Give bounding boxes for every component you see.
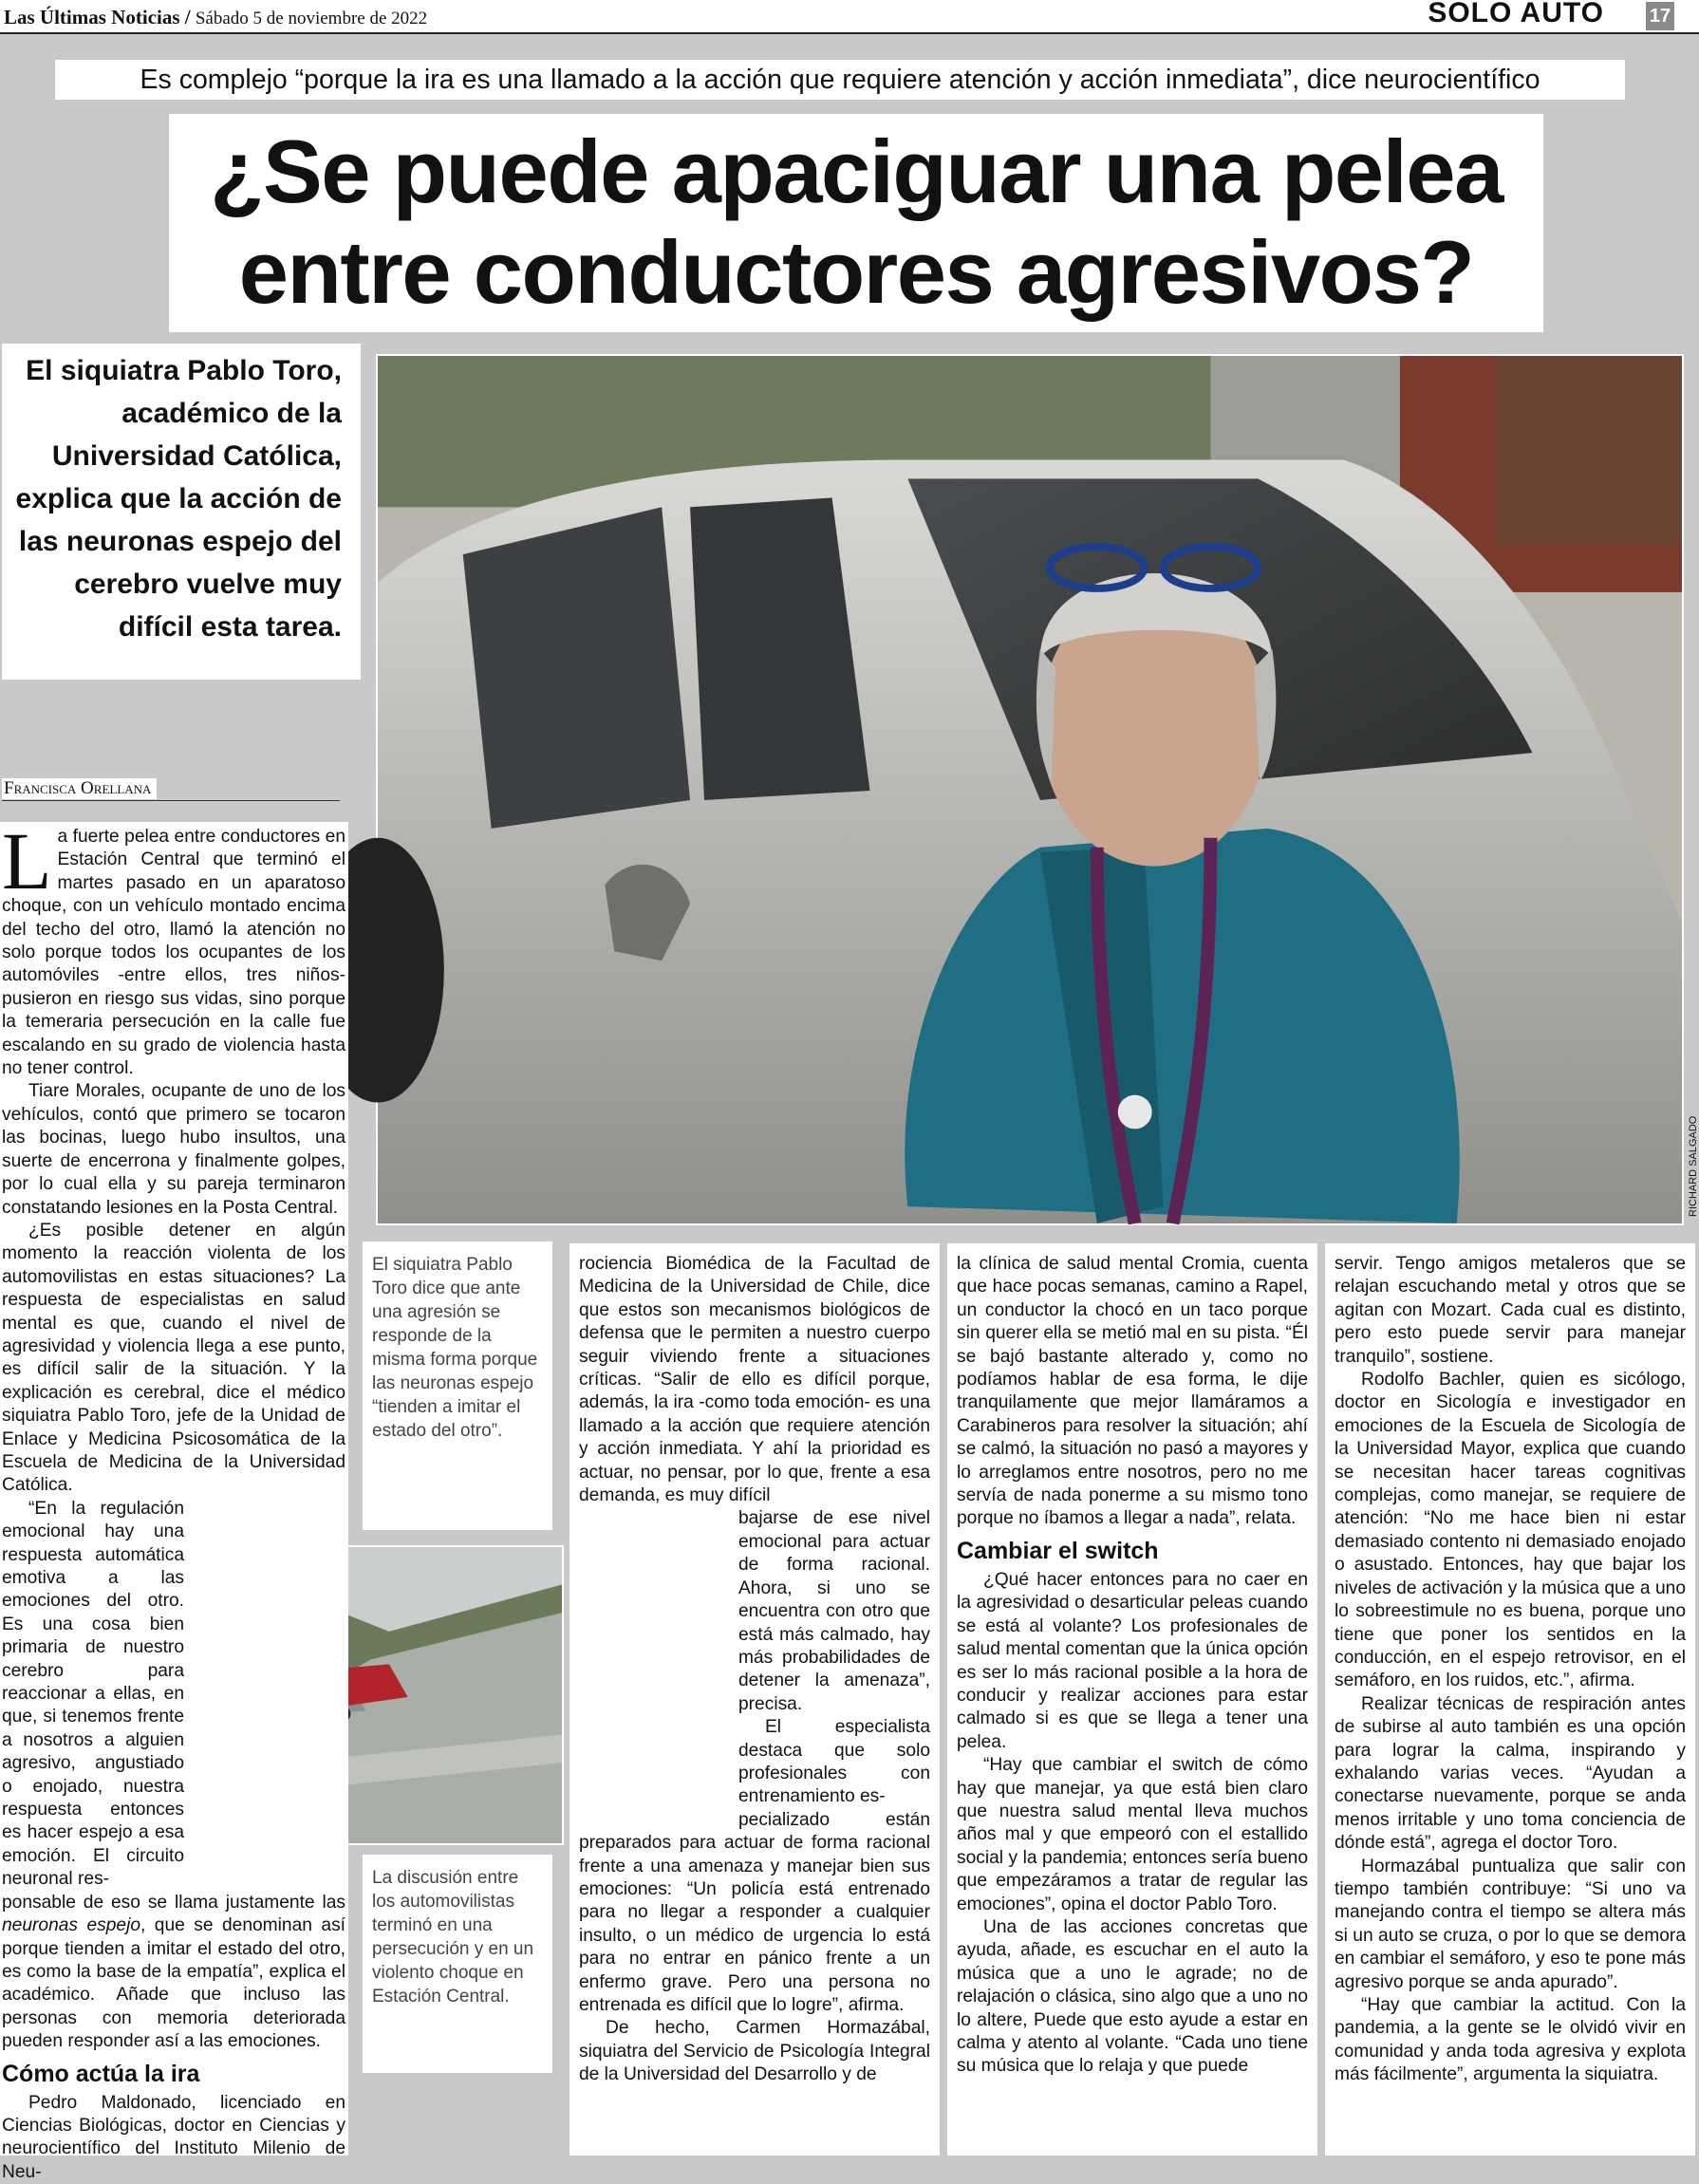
col3-paragraph-1: la clínica de salud mental Cromia, cuenta que hace pocas semanas, camino a Rapel, un conductor la chocó en un taco porque sin querer ella se metió mal en su pista. “Él se bajó bastante alterado y, como no podíamos hablar de esa forma, le dije tranquilamente que mejor llamáramos a Carabineros para resolver la situación; ahí se calmó, la situación no pasó a mayores y lo arreglamos entre nosotros, pero no me servía de nada ponerme a su mismo tono porque no íbamos a llegar a nada”, relata. [957, 1254, 1308, 1529]
newspaper-name: Las Últimas Noticias [4, 6, 180, 28]
headline [169, 114, 1543, 332]
col1-paragraph-4a: “En la regulación emocional hay una respuesta automática emotiva a las emociones del otro. Es una cosa bien primaria de nuestro cerebro para reaccionar a ellas, en que, si tenemos frente a nosotros a alguien agresivo, angustiado o enojado, nuestra respuesta entonces es hacer espejo a esa emoción. El circuito neuronal res- [2, 1498, 184, 1890]
col4-paragraph-5: “Hay que cambiar la actitud. Con la pandemia, a la gente se le olvidó vivir en comunidad y anda toda agresiva y explota más fácilmente”, argumenta la siquiatra. [1335, 1995, 1686, 2085]
main-photo-caption: El siquiatra Pablo Toro dice que ante una agresión se responde de la misma forma porque las neuronas espejo “tienden a imitar el estado del otro”. [363, 1241, 552, 1530]
col1-paragraph-2: Tiare Morales, ocupante de uno de los vehículos, contó que primero se tocaron las bocinas, luego hubo insultos, una suerte de encerrona y finalmente golpes, por lo cual ella y su pareja terminaron constatando lesiones en la Posta Central. [2, 1081, 345, 1218]
photo-credit: RICHARD SALGADO [1688, 1115, 1699, 1217]
col1-paragraph-1: a fuerte pelea entre conductores en Estación Central que terminó el martes pasado en un aparatoso choque, con un vehículo montado encima del techo del otro, llamó la atención no solo porque todos los ocupantes de los automóviles -entre ellos, tres niños- pusieron en riesgo sus vidas, sino porque la temeraria persecución en la calle fue escalando en su grado de violencia hasta no tener control. [2, 827, 345, 1079]
col4-paragraph-4: Hormazábal puntualiza que salir con tiempo también contribuye: “Si uno va manejando contra el tiempo se altera más si un auto se cruza, o por lo que se demora en cambiar el semáforo, y eso te pone más agresivo porque se anda apurado”. [1335, 1856, 1686, 1992]
subhead-cambiar-el-switch: Cambiar el switch [957, 1537, 1159, 1564]
col4-paragraph-1: servir. Tengo amigos metaleros que se relajan escuchando metal y otros que se agitan con Mozart. Cada cual es distinto, pero esto puede servir para manejar tranquilo”, sostiene. [1335, 1254, 1686, 1367]
publication-date: Sábado 5 de noviembre de 2022 [195, 9, 428, 28]
main-photo [376, 354, 1684, 1225]
col2-paragraph-2b: pecializado están preparados para actuar de forma racional frente a una amenaza y manejar bien sus emociones: “Un policía está entrenado para no llegar a responder a cualquier insulto, o un médico de urgencia lo está para no entrar en pánico frente a un enfermo grave. Pero una persona no entrenada es difícil que lo logre”, afirma. [579, 1809, 930, 2015]
col4-paragraph-3: Realizar técnicas de respiración antes de subirse al auto también es una opción para lograr la calma, inspirando y exhalando varias veces. “Ayudan a conectarse nuevamente, porque se anda menos irritable y uno toma conciencia de dónde está”, agrega el doctor Toro. [1335, 1693, 1686, 1854]
kicker: Es complejo “porque la ira es una llamado a la acción que requiere atención y acción inmediata”, dice neurocientífico [55, 60, 1625, 100]
dropcap: L [2, 815, 52, 906]
headline-line-1: ¿Se puede apaciguar una pelea [210, 121, 1503, 221]
col1-paragraph-5: Pedro Maldonado, licenciado en Ciencias Biológicas, doctor en Ciencias y neurocientífico del Instituto Milenio de Neu- [2, 2092, 345, 2182]
col1-paragraph-3: ¿Es posible detener en algún momento la reacción violenta de los automovilistas en estas situaciones? La respuesta de especialistas en salud mental es que, cuando el nivel de agresividad y violencia llega a ese punto, es difícil salir de la situación. Y la explicación es cerebral, dice el médico siquiatra Pablo Toro, jefe de la Unidad de Enlace y Medicina Psicosomática de la Escuela de Medicina de la Universidad Católica. [2, 1220, 345, 1496]
col2-paragraph-2a: El especialista destaca que solo profesionales con entrenamiento es- [738, 1717, 930, 1807]
col3-paragraph-3: “Hay que cambiar el switch de cómo hay que manejar, ya que está bien claro que nuestra salud mental lleva muchos años mal y que empeoró con el estallido social y la pandemia; entonces sería bueno que empezáramos a tratar de regular las emociones”, opina el doctor Pablo Toro. [957, 1755, 1308, 1914]
psychiatrist-car-photo [378, 356, 1682, 1223]
col2-paragraph-3: De hecho, Carmen Hormazábal, siquiatra del Servicio de Psicología Integral de la Universidad del Desarrollo y de [579, 2018, 930, 2085]
article-column-1 [0, 815, 348, 2182]
byline [2, 778, 340, 801]
article-column-2 [569, 1243, 940, 2156]
article-column-4 [1325, 1243, 1695, 2156]
neuronas-espejo-term: neuronas espejo [2, 1915, 141, 1936]
col1-paragraph-4b: ponsable de eso se llama justamente las [2, 1892, 345, 1913]
masthead-separator: / [184, 6, 191, 28]
col4-paragraph-2: Rodolfo Bachler, quien es sicólogo, doctor en Sicología e investigador en emociones de la Escuela de Sicología de la Universidad Mayor, explica que cuando se necesitan hacer tareas cognitivas complejas, como manejar, se requiere de atención: “No me hace bien ni estar demasiado contento ni demasiado enojado o asustado. Entonces, hay que bajar los niveles de activación y la música que a uno lo sobreestimule no es buena, porque uno tiene que poner los sentidos en la conducción, en el espejo retrovisor, en el semáforo, en los ruidos, etc.”, afirma. [1335, 1370, 1686, 1691]
col1-paragraph-4c: , que se denominan así porque tienden a imitar el estado del otro, es como la base de la empatía”, explica el académico. Añade que incluso las personas con memoria deteriorada pueden responder así a las emociones. [2, 1915, 345, 2052]
col2-paragraph-1a: rociencia Biomédica de la Facultad de Medicina de la Universidad de Chile, dice que estos son mecanismos biológicos de defensa que le permiten a nuestro cuerpo seguir viviendo frente a situaciones críticas. “Salir de ello es difícil porque, además, la ira -como toda emoción- es una llamado a la acción que requiere atención y acción inmediata. Y ahí la prioridad es actuar, no pensar, por lo que, frente a esa demanda, es muy difícil [579, 1254, 930, 1506]
masthead [0, 0, 1699, 34]
crash-photo-caption: La discusión entre los automovilistas terminó en una persecución y en un violento choque en Estación Central. [363, 1855, 552, 2073]
col3-paragraph-4: Una de las acciones concretas que ayuda, añade, es escuchar en el auto la música que a uno le agrade; no de relajación o clásica, sino algo que a uno no lo altere, Puede que esto ayude a estar en calma y atento al volante. “Cada uno tiene su música que lo relaja y que puede [957, 1916, 1308, 2077]
article-column-3 [947, 1243, 1317, 2156]
subhead-como-actua-la-ira: Cómo actúa la ira [2, 2060, 200, 2087]
col3-paragraph-2: ¿Qué hacer entonces para no caer en la agresividad o desarticular peleas cuando se está al volante? Los profesionales de salud mental comentan que la única opción es ser lo más racional posible a la hora de conducir y realizar acciones para estar calmado si es que se llega a tener una pelea. [957, 1569, 1308, 1752]
headline-line-2: entre conductores agresivos? [238, 222, 1474, 322]
page-number: 17 [1646, 2, 1674, 30]
section-name: SOLO AUTO [1428, 0, 1604, 28]
deck: El siquiatra Pablo Toro, académico de la Universidad Católica, explica que la acción de las neuronas espejo del cerebro vuelve muy difícil esta tarea. [2, 344, 361, 680]
byline-text: Francisca Orellana [2, 778, 157, 799]
col2-paragraph-1b: bajarse de ese nivel emocional para actuar de forma racional. Ahora, si uno se encuentra con otro que está más calmado, hay más probabilidades de detener la amenaza”, precisa. [738, 1508, 930, 1714]
